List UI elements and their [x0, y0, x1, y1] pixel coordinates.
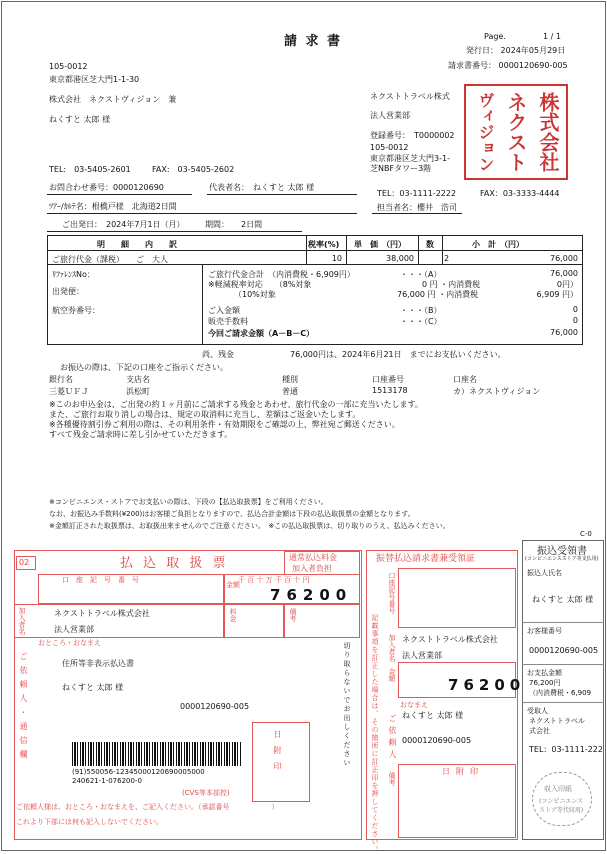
slip-payee: ネクストトラベル株式会社 — [54, 609, 150, 618]
recipient-person: ねくすと 太郎 様 — [49, 115, 111, 124]
departure-date: ご出発日： 2024年7月1日（月） — [62, 220, 185, 229]
receipt-memo-label: 備考 — [388, 772, 396, 786]
cvs-note-2: なお、お振込み手数料(¥200)はお客様ご負担となりますので、払込合計金額は下段の払込取扱票の金額となります。 — [49, 510, 415, 518]
stub-customer-number: 0000120690-005 — [529, 646, 599, 655]
receipt-reference: 0000120690-005 — [402, 736, 472, 745]
stub-title: 振込受領書 — [537, 546, 587, 557]
sender-postal: 105-0012 — [370, 143, 409, 152]
slip-subscriber-label: 加入者名 — [18, 607, 26, 635]
note-3: ※各種優待割引券ご利用の際は、その利用条件・有効期限をご確認の上、弊社宛ご郵送ください。 — [49, 420, 400, 429]
invoice-number: 請求書番号： 0000120690-005 — [448, 61, 568, 70]
summary-paid-label: ご入金額 — [208, 306, 240, 315]
balance-note: 尚、残金 76,000円は、2024年6月21日 までにお支払いください。 — [202, 350, 506, 359]
stub-customer-label: お客様番号 — [527, 627, 562, 635]
reference-label: ﾘﾌｧﾚﾝｽNo： — [52, 270, 95, 279]
row-description: ご旅行代金（課税） ご 大人 — [52, 255, 168, 264]
fee-note-2: 加入者負担 — [292, 564, 332, 573]
stub-name: ねくすと 太郎 様 — [532, 595, 594, 604]
recipient-company: 株式会社 ネクストヴィジョン 兼 — [49, 95, 177, 104]
stub-seal-3: ストア等代収用) — [539, 807, 584, 814]
barcode-line-2: 240621-1-076200-0 — [72, 777, 142, 785]
bank-header-name: 銀行名 — [49, 375, 73, 384]
bank-holder: カ）ネクストヴィジョン — [453, 387, 541, 396]
slip-footer-2: これより下部には何も記入しないでください。 — [16, 818, 163, 826]
slip-address-note: 住所等非表示払込書 — [62, 659, 134, 668]
fee-note-1: 通常払込料金 — [289, 553, 337, 562]
receipt-payer: ねくすと 太郎 様 — [402, 711, 464, 720]
slip-title: 払 込 取 扱 票 — [120, 556, 229, 571]
stub-tax: （内消費税・6,909 — [529, 689, 592, 697]
bank-intro: お振込の際は、下記の口座をご指示ください。 — [60, 363, 228, 372]
receipt-title: 振替払込請求書兼受領証 — [376, 554, 476, 564]
slip-account-label: 口 座 記 号 番 号 — [62, 576, 139, 584]
barcode — [72, 742, 242, 766]
page-label: Page. — [484, 32, 506, 41]
note-2: また、ご旅行お取り消しの場合は、規定の取消料に充当し、差額はご返金いたします。 — [49, 410, 361, 419]
tour-name: ﾂｱｰ/ｶﾙﾃ名：根橋戸様 北海道2日間 — [49, 202, 177, 211]
bank-name: 三菱ＵＦＪ — [49, 387, 89, 396]
recipient-address: 東京都港区芝大門1-1-30 — [49, 75, 140, 84]
stub-amount: 76,200円 — [529, 679, 561, 687]
sender-tel: TEL：03-1111-2222 — [377, 189, 457, 198]
th-quantity: 数 — [426, 240, 434, 249]
stub-seal-1: 収入印紙 — [544, 785, 572, 793]
slip-footer-1: ご依頼人様は、おところ・おなまえを、ご記入ください。（承認番号 ） — [16, 803, 279, 811]
invoice-title: 請 求 書 — [284, 34, 343, 49]
trip-period: 期間： 2日間 — [205, 220, 263, 229]
bank-account: 1513178 — [372, 386, 408, 395]
company-seal-stamp: 株式会社 ネクスト ヴィジョン — [464, 84, 568, 180]
departure-flight-label: 出発便： — [52, 287, 84, 296]
cvs-note-1: ※コンビニエンス・ストアでお支払いの際は、下段の【払込取扱票】をご利用ください。 — [49, 498, 328, 506]
row-quantity: 2 — [444, 254, 450, 263]
bank-type: 普通 — [282, 387, 298, 396]
stub-name-label: 振込人氏名 — [527, 569, 562, 577]
invoice-page — [1, 1, 606, 854]
barcode-line-1: (91)550056-12345000120690005000 — [72, 768, 205, 776]
th-unit-price: 単 価 （円） — [354, 240, 406, 249]
summary-fee-label: 販売手数料 — [208, 317, 248, 326]
summary-fee-value: 0 — [572, 316, 578, 325]
bank-branch: 浜松町 — [126, 387, 150, 396]
registration-number: 登録番号： T0000002 — [370, 131, 455, 140]
summary-billed-label: 今回ご請求金額（A－B－C） — [208, 329, 315, 338]
stub-recipient-label: 受取人 — [527, 707, 548, 715]
receipt-kana-label: おなまえ — [400, 701, 428, 709]
slip-amount-label: 金額 — [226, 581, 240, 589]
inquiry-number: お問合わせ番号：0000120690 — [49, 183, 164, 192]
slip-amount-digits: 76200 — [270, 586, 353, 604]
receipt-subscriber-label: 加入者名 — [388, 634, 396, 662]
slip-payer: ねくすと 太郎 様 — [62, 683, 124, 692]
slip-code: 02 — [19, 558, 30, 567]
sender-fax: FAX：03-3333-4444 — [480, 189, 560, 198]
cvs-note-3: ※金額訂正された取扱票は、お取扱出来ませんのでご注意ください。 ※この払込取扱票は、切り取りのうえ、払込みください。 — [49, 522, 450, 530]
stub-subtitle: (コンビニエンスストア等支払用) — [525, 556, 599, 562]
page-value: 1 / 1 — [543, 32, 561, 41]
summary-standard-mark: 76,000 円 ・内消費税 — [397, 290, 479, 299]
summary-billed-value: 76,000 — [550, 328, 578, 337]
stub-recipient: ネクストトラベル — [529, 717, 585, 725]
bank-header-account: 口座番号 — [372, 375, 404, 384]
summary-paid-mark: ・・・（B） — [400, 306, 442, 315]
slip-fee-label: 料金 — [229, 608, 237, 622]
th-tax-rate: 税率(%) — [308, 240, 340, 249]
receipt-payee-dept: 法人営業部 — [402, 651, 442, 660]
summary-paid-value: 0 — [572, 305, 578, 314]
bank-header-branch: 支店名 — [126, 375, 150, 384]
recipient-fax: FAX: 03-5405-2602 — [152, 165, 235, 174]
recipient-tel: TEL: 03-5405-2601 — [49, 165, 131, 174]
summary-reduced-value: 0円） — [556, 280, 578, 289]
row-subtotal: 76,000 — [550, 254, 578, 263]
slip-requester-label: ご依頼人・通信欄 — [19, 652, 28, 764]
bank-header-type: 種別 — [282, 375, 298, 384]
receipt-requester-label: ご依頼人 — [388, 714, 397, 762]
cut-note: 切り取らないでお出しください — [343, 642, 351, 768]
summary-reduced-label: ※軽減税率対応 （8%対象 — [208, 280, 312, 289]
slip-memo-label: 備考 — [289, 608, 297, 622]
slip-reference: 0000120690-005 — [180, 702, 250, 711]
summary-reduced-mark: 0 円 ・内消費税 — [422, 280, 481, 289]
th-subtotal: 小 計 （円） — [472, 240, 524, 249]
receipt-side-note: 記載事項を訂正した場合は、その箇所に訂正印を押してください。 — [371, 614, 379, 854]
slip-kana-label: おところ・おなまえ — [38, 639, 101, 647]
issue-date: 発行日： 2024年05月29日 — [466, 46, 566, 55]
stub-recipient-2: 式会社 — [529, 727, 550, 735]
slip-payee-dept: 法人営業部 — [54, 625, 94, 634]
receipt-payee: ネクストトラベル株式会社 — [402, 635, 498, 644]
summary-standard-label: （10%対象 — [234, 290, 276, 299]
receipt-date-stamp-label: 日附印 — [442, 767, 484, 776]
summary-standard-value: 6,909 円） — [536, 290, 578, 299]
stub-tel: TEL：03-1111-222 — [529, 745, 603, 754]
stub-corner: C-0 — [580, 530, 592, 538]
summary-fee-mark: ・・・（C） — [400, 317, 442, 326]
summary-total-mark: ・・・（A） — [400, 270, 442, 279]
representative-name: 代表者名： ねくすと 太郎 様 — [209, 183, 315, 192]
note-1: ※このお申込金は、ご出発の約１ヶ月前にご請求する残金とあわせ、旅行代金の一部に充当いたします。 — [49, 400, 423, 409]
receipt-amount-digits: 76200 — [448, 676, 526, 694]
staff-name: 担当者名：櫻井 浩司 — [377, 203, 457, 212]
receipt-account-label: 口座記号番号 — [388, 572, 396, 614]
slip-digits-header: 千 百 十 万 千 百 十 円 — [238, 576, 310, 584]
row-unit-price: 38,000 — [386, 254, 414, 263]
receipt-amount-label: 金額 — [388, 668, 396, 682]
stub-seal-2: (コンビニエンス — [539, 798, 584, 805]
sender-address-2: 芝NBFタワー3階 — [370, 164, 432, 173]
sender-company: ネクストトラベル株式 — [370, 92, 450, 101]
note-4: すべて残金ご請求時に差し引かせていただきます。 — [49, 430, 233, 439]
ticket-number-label: 航空券番号： — [52, 306, 100, 315]
slip-cvs-note: (CVS等本部控) — [182, 789, 230, 797]
receipt-account-box — [398, 568, 516, 628]
sender-dept: 法人営業部 — [370, 111, 410, 120]
stub-amount-label: お支払金額 — [527, 669, 562, 677]
recipient-postal: 105-0012 — [49, 62, 88, 71]
th-description: 明 細 内 訳 — [97, 240, 177, 249]
row-tax-rate: 10 — [331, 254, 342, 263]
summary-total-value: 76,000 — [550, 269, 578, 278]
sender-address-1: 東京都港区芝大門3-1- — [370, 154, 450, 163]
bank-header-holder: 口座名 — [453, 375, 477, 384]
summary-total-label: ご旅行代金合計 （内消費税・6,909円） — [208, 270, 355, 279]
slip-date-stamp-label: 日附印 — [273, 730, 282, 778]
